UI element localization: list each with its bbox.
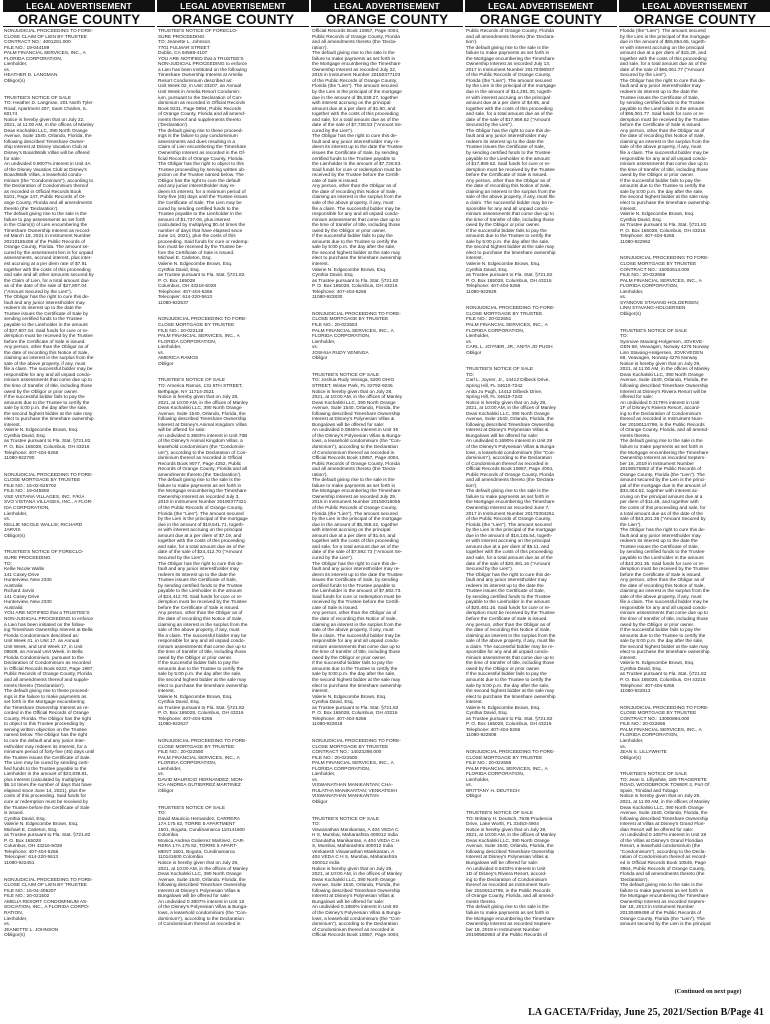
orange-county-header: ORANGE COUNTY xyxy=(465,12,617,27)
orange-county-header: ORANGE COUNTY xyxy=(311,12,463,27)
legal-notice-text: Florida (the "Lien"). The amount secured by the Lien is the principal of the mortgage due in the amount of $55,854.65, togeth- er with interest accruing on the principal amount due at a per diem of $15.29, and together with the costs of this proceeding and sale, for a total amount due as of the date of the sale of $66,061.77 ("Amount Secured by the Lien"). The Obligor has the right to cure this de- fault and any junior interestholder may redeem its interest up to the date the Trustee issues the Certificate of Sale, by sending certified funds to the Trustee payable to the Lienholder in the amount of $66,061.77. Said funds for cure or re- demption must be received by the Trustee before the Certificate of Sale is issued. Any person, other than the Obligor as of the date of recording this Notice of Sale, claiming an interest in the surplus from the sale of the above property, if any, must file a claim. The successful bidder may be responsible for any and all unpaid condo- minium assessments that come due up to the time of transfer of title, including those owed by the Obligor or prior owner. If the successful bidder fails to pay the amounts due to the Trustee to certify the sale by 5:00 p.m. the day after the sale, the second highest bidder at the sale may elect to purchase the timeshare ownership interest. Valerie N. Edgecombe Brown, Esq. Cynthia David, Esq. as Trustee pursuant to Fla. Stat. §721.82 P. O. Box 165028, Columbus, OH 43216 Telephone: 407-404-5266 11080-922962 NONJUDICIAL PROCEEDING TO FORE- CLOSE MORTGAGE BY TRUSTEE CONTRACT NO.: 15004514.000 FILE NO.: 20-022659 PALM FINANCIAL SERVICES, INC., A FLORIDA CORPORATION, Lienholder, vs. SYNNOVE STAVANG-HOLGERSEN; LINN STAVANG-HOLGERSEN Obligor(s) TRUSTEE'S NOTICE OF SALE TO: Synnove Stavang-Holgersen, JOVKVE- GEN 68, Veavagen, Norway 4276 Norway Linn Stavang-Holgersen, JOVKVEGEN 68, Veavagen, Norway 4276 Norway Notice is hereby given that on July 29, 2021, at 11:00 AM, in the offices of Manley Deas Kochalski LLC, 390 North Orange Avenue, Suite 1540, Orlando, Florida, the following described Timeshare Ownership Interest at Disney's Riviera Resort will be offered for sale: An undivided 0.3179% interest in Unit 1F of Disney's Riviera Resort, accord- ing to the Declaration of Condominium thereof as recorded in Instrument Num- ber 20190114799, in the Public Records of Orange County, Florida, and all amend- ments thereto. The default giving rise to the sale is the failure to make payments as set forth in the Mortgage encumbering the Timeshare Ownership Interest as recorded Septem- ber 16, 2019 in Instrument Number 20190575862 of the Public Records of Orange County, Florida (the "Lien"). The amount secured by the Lien is the princi- pal of the mortgage due in the amount of $33,464.52, together with interest ac- cruing on the principal amount due at a per diem of $11.48, and together with the costs of this proceeding and sale, for a total amount due as of the date of the sale of $43,201.35 ("Amount Secured by the Lien"). The Obligor has the right to cure this de- fault and any junior interestholder may redeem its interest up to the date the Trustee issues the Certificate of Sale, by sending certified funds to the Trustee payable to the Lienholder in the amount of $43,201.35. Said funds for cure or re- demption must be received by the Trustee before the Certificate of Sale is issued. Any person, other than the Obligor as of the date of recording this Notice of Sale, claiming an interest in the surplus from the sale of the above property, if any, must file a claim. The successful bidder may be responsible for any and all unpaid condo- minium assessments that come due up to the time of transfer of title, including those owed by the Obligor or prior owner. If the successful bidder fails to pay the amounts due to the Trustee to certify the sale by 5:00 p.m. the day after the sale, the second highest bidder at the sale may elect to purchase the timeshare ownership interest. Valerie N. Edgecombe Brown, Esq. Cynthia David, Esq. as Trustee pursuant to Fla. Stat. §721.82 P. O. Box 165028, Columbus, OH 43216 Telephone: 407-404-5266 11080-922813 NONJUDICIAL PROCEEDING TO FORE- CLOSE MORTGAGE BY TRUSTEE CONTRACT NO.: 13000894.000 FILE NO.: 20-022666 PALM FINANCIAL SERVICES, INC., A FLORIDA CORPORATION, Lienholder, vs. JEAN S. LILLYWHITE Obligor(s) TRUSTEE'S NOTICE OF SALE TO: Jean S. Lillywhite, 189 TRAGERETE ROAD, WOODBROOK TOWER 2, Port Of Spain, Trinidad and Tobago Notice is hereby given that on July 29, 2021, at 11:00 AM, in the offices of Manley Deas Kochalski LLC, 390 North Orange Avenue, Suite 1540, Orlando, Florida, the following described Timeshare Ownership Interest at Villas at Disney's Grand Flori- dian Resort will be offered for sale: An undivided 0.1057% interest in Unit 28 of the Villas at Disney's Grand Floridian Resort, a leasehold condominium (the "Condominium"), according to the Decla- ration of Condominium thereof as record- ed in Official Records Book 10545, Page 3964, Public Records of Orange County, Florida and all amendments thereto (the 'Declaration'). The default giving rise to the sale is the failure to make payments as set forth in the Mortgage encumbering the Timeshare Ownership Interest as recorded Septem- ber 18, 2013 in Instrument Number 20130489498 of the Public Records of Orange County, Florida (the "Lien"). The amount secured by the Lien is the principal xyxy=(620,29,711,928)
orange-county-header: ORANGE COUNTY xyxy=(3,12,155,27)
legal-advertisement-banner: LEGAL ADVERTISEMENT xyxy=(619,0,770,12)
orange-county-header: ORANGE COUNTY xyxy=(157,12,309,27)
legal-column xyxy=(311,0,463,1006)
legal-notice-text: TRUSTEE'S NOTICE OF FORECLO- SURE PROCEEDING TO: Jeanette L. Johnson 7701 FULMAR STREET Dublin, CA 94568-4107 YOU ARE NOTIFIED that a TRUSTEE'S NON-JUDICIAL PROCEEDING to enforce a Lien has been instituted on the following Timeshare Ownership Interest at Amelia Resort Condominium described as: Unit Week 02, in Unit 33207, an Annual Unit Week in Amelia Resort Condomin- ium, pursuant to the Declaration of Con- dominium as recorded in Official Records Book 9231, Page 0894, Public Records of Orange County, Florida and all amend- ments thereof and supplements thereto ('Declaration'). The default giving rise to these proceed- ings is the failure to pay condominium assessments and dues resulting in a Claim of Lien encumbering the Timeshare Ownership Interest as recorded in the Of- ficial Records of Orange County, Florida. The Obligor has the right to object to this Trustee proceeding by serving written ob- jection on the Trustee named below. The Obligor has the right to cure the default and any junior interestholder may re- deem its interest, for a minimum period of forty-five (45) days until the Trustee issues the Certificate of Sale. The Lien may be cured by sending certified funds to the Trustee payable to the Lienholder in the amount of $1,737.06, plus interest (calculated by multiplying $0.44 times the number of days that have elapsed since June 14, 2021), plus the costs of this proceeding. Said funds for cure or redemp- tion must be received by the Trustee be- fore the Certificate of Sale is issued. Michael E. Carleton, Esq. Valerie N. Edgecombe Brown, Esq. Cynthia David, Esq. as Trustee pursuant to Fla. Stat. §721.82 P. O. Box 165028 Columbus, OH 43216-5028 Telephone: 407-404-5266 Telecopier: 614-220-5613 11080-922537 NONJUDICIAL PROCEEDING TO FORE- CLOSE MORTGAGE BY TRUSTEE FILE NO.: 20-022128 PALM FINANCIAL SERVICES, INC., A FLORIDA CORPORATION, Lienholder, vs. AMERICA RAMOS Obligor TRUSTEE'S NOTICE OF SALE TO: America Ramos, 131 5TH STREET, Bethpage, NY 11714-2521 Notice is hereby given that on July 28, 2021, at 10:00 AM, in the offices of Manley Deas Kochalski LLC, 390 North Orange Avenue, Suite 1540, Orlando, Florida, the following described Timeshare Ownership Interest at Disney's Animal Kingdom Villas will be offered for sale: An undivided 0.3683% interest in Unit 70B of the Disney's Animal Kingdom Villas, a leasehold condominium (the "Condomini- um"), according to the Declaration of Con- dominium thereof as recorded in Official Records Book 9077, Page 4252, Public Records of Orange County, Florida and all amendments thereto (the 'Declaration'). The default giving rise to the sale is the failure to make payments as set forth in the Mortgage encumbering the Timeshare Ownership Interest as recorded July 3, 2019 in Instrument Number 20190377321 of the Public Records of Orange County, Florida (the "Lien"). The amount secured by the Lien is the principal of the mortgage due in the amount of $19,541.71, togeth- er with interest accruing on the principal amount due at a per diem of $7.19, and together with the costs of this proceeding and sale, for a total amount due as of the date of the sale of $24,412.70 ("Amount Secured by the Lien"). The Obligor has the right to cure this de- fault and any junior interestholder may redeem its interest up to the date the Trustee issues the Certificate of Sale, by sending certified funds to the Trustee payable to the Lienholder in the amount of $24,412.70. Said funds for cure or re- demption must be received by the Trustee before the Certificate of Sale is issued. Any person, other than the Obligor as of the date of recording this Notice of Sale, claiming an interest in the surplus from the sale of the above property, if any, must file a claim. The successful bidder may be responsible for any and all unpaid condo- minium assessments that come due up to the time of transfer of title, including those owed by the Obligor or prior owner. If the successful bidder fails to pay the amounts due to the Trustee to certify the sale by 5:00 p.m. the day after the sale, the second highest bidder at the sale may elect to purchase the timeshare ownership interest. Valerie N. Edgecombe Brown, Esq. Cynthia David, Esq. as Trustee pursuant to Fla. Stat. §721.82 P. O. Box 165028, Columbus, OH 43216 Telephone: 407-404-5266 11080-922627 NONJUDICIAL PROCEEDING TO FORE- CLOSE MORTGAGE BY TRUSTEE FILE NO.: 20-022550 PALM FINANCIAL SERVICES, INC., A FLORIDA CORPORATION, Lienholder, vs. DAVID MAURICIO HERNANDEZ; MON- ICA ANDREA GUTIERREZ MARTINEZ Obligor TRUSTEE'S NOTICE OF SALE TO: David Mauricio Hernandez, CARRERA 17A 175 82, TORRE 5 APARTMENT 1501, Bogota, Cundinamarca 110141600 Colombia Monica Andrea Gutierrez Martinez, CAR- RERA 17A 175 82, TORRE 5 APART- MENT 1501, Bogota, Cundinamarca 110141600 Colombia Notice is hereby given that on July 28, 2021, at 10:00 AM, in the offices of Manley Deas Kochalski LLC, 390 North Orange Avenue, Suite 1540, Orlando, Florida, the following described Timeshare Ownership Interest at Disney's Polynesian Villas & Bungalows will be offered for sale: An undivided 0.3807% interest in Unit 18 of the Disney's Polynesian Villas & Bunga- lows, a leasehold condominium (the "Con- dominium"), according to the Declaration of Condominium thereof as recorded in xyxy=(158,29,249,928)
legal-column xyxy=(465,0,617,1006)
orange-county-header: ORANGE COUNTY xyxy=(619,12,770,27)
legal-notice-text: Official Records Book 10857, Page 4004, Public Records of Orange County, Florida and all amendments thereto (the 'Decla- ration'). The default giving rise to the sale is the failure to make payments as set forth in the Mortgage encumbering the Timeshare Ownership Interest as recorded July 22, 2015 in Instrument Number 20150377103 of the Public Records of Orange County, Florida (the "Lien"). The amount secured by the Lien is the principal of the mortgage due in the amount of $5,538.27, together with interest accruing on the principal amount due at a per diem of $1.90, and together with the costs of this proceeding and sale, for a total amount due as of the date of the sale of $7,728.53 ("Amount Se- cured by the Lien"). The Obligor has the right to cure this de- fault and any junior interestholder may re- deem its interest up to the date the Trustee issues the Certificate of Sale, by sending certified funds to the Trustee payable to the Lienholder in the amount of $7,728.53. Said funds for cure or redemption must be received by the Trustee before the Certifi- cate of Sale is issued. Any person, other than the Obligor as of the date of recording this Notice of Sale, claiming an interest in the surplus from the sale of the above property, if any, must file a claim. The successful bidder may be responsible for any and all unpaid condo- minium assessments that come due up to the time of transfer of title, including those owed by the Obligor or prior owner. If the successful bidder fails to pay the amounts due to the Trustee to certify the sale by 5:00 p.m. the day after the sale, the second highest bidder at the sale may elect to purchase the timeshare ownership interest. Valerie N. Edgecombe Brown, Esq. Cynthia David, Esq. as Trustee pursuant to Fla. Stat. §721.82 P. O. Box 165028, Columbus, OH 43216 Telephone: 407-404-5266 11080-922830 NONJUDICIAL PROCEEDING TO FORE- CLOSE MORTGAGE BY TRUSTEE FILE NO.: 20-022553 PALM FINANCIAL SERVICES, INC., A FLORIDA CORPORATION, Lienholder, vs. JOSHUA RUDY VENINGA Obligor TRUSTEE'S NOTICE OF SALE TO: Joshua Rudy Veninga, 5200 OHIO STREET, Winter Park, FL 32792-9236 Notice is hereby given that on July 28, 2021, at 10:00 AM, in the offices of Manley Deas Kochalski LLC, 390 North Orange Avenue, Suite 1540, Orlando, Florida, the following described Timeshare Ownership Interest at Disney's Polynesian Villas & Bungalows will be offered for sale: An undivided 0.0845% interest in Unit 35 of the Disney's Polynesian Villas & Bunga- lows, a leasehold condominium (the "Con- dominium"), according to the Declaration of Condominium thereof as recorded in Official Records Book 10857, Page 4004, Public Records of Orange County, Florida and all amendments thereto (the 'Decla- ration'). The default giving rise to the sale is the failure to make payments as set forth in the Mortgage encumbering the Timeshare Ownership Interest as recorded July 29, 2015 in Instrument Number 20150016056 of the Public Records of Orange County, Florida (the "Lien"). The amount secured by the Lien is the principal of the mortgage due in the amount of $5,358.42, together with interest accruing on the principal amount due at a per diem of $1.64, and together with the costs of this proceeding and sale, for a total amount due as of the date of the sale of $7,592.73 ("Amount Se- cured by the Lien"). The Obligor has the right to cure this de- fault and any junior interestholder may re- deem its interest up to the date the Trustee issues the Certificate of Sale, by sending certified funds to the Trustee payable to the Lienholder in the amount of $7,592.73. Said funds for cure or redemption must be received by the Trustee before the Certifi- cate of Sale is issued. Any person, other than the Obligor as of the date of recording this Notice of Sale, claiming an interest in the surplus from the sale of the above property, if any, must file a claim. The successful bidder may be responsible for any and all unpaid condo- minium assessments that come due up to the time of transfer of title, including those owed by the Obligor or prior owner. If the successful bidder fails to pay the amounts due to the Trustee to certify the sale by 5:00 p.m. the day after the sale, the second highest bidder at the sale may elect to purchase the timeshare ownership interest. Valerie N. Edgecombe Brown, Esq. Cynthia David, Esq. as Trustee pursuant to Fla. Stat. §721.82 P. O. Box 165028, Columbus, OH 43216 Telephone: 407-404-5266 11080-922818 NONJUDICIAL PROCEEDING TO FORE- CLOSE MORTGAGE BY TRUSTEE CONTRACT NO.: 14023298.000 FILE NO.: 20-022600 PALM FINANCIAL SERVICES, INC., A FLORIDA CORPORATION, Lienholder, vs. VISWANATHAN MANIKANTAN; CHA- RULATHA MANIKANTAN; VENKATESH VISWANATHAN MANIKANTAN Obligor TRUSTEE'S NOTICE OF SALE TO: Viswanathan Manikantan, A 404 VEDA C H S, Mumbai, Maharashtra 400012 India Charulatha Manikantan, A 404 VEDA C H S, Mumbai, Maharashtra 400012 India Venkatesh Viswanathan Manikantan, A 404 VEDA C H S, Mumbai, Maharashtra 400012 India Notice is hereby given that on July 29, 2021, at 10:00 AM, in the offices of Manley Deas Kochalski LLC, 390 North Orange Avenue, Suite 1540, Orlando, Florida, the following described Timeshare Ownership Interest at Disney's Polynesian Villas & Bungalows will be offered for sale: An undivided 0.1860% interest in Unit 80 of the Disney's Polynesian Villas & Bunga- lows, a leasehold condominium (the "Con- dominium"), according to the Declaration of Condominium thereof as recorded in Official Records Book 10857, Page 4004, xyxy=(312,29,403,939)
legal-advertisement-banner: LEGAL ADVERTISEMENT xyxy=(157,0,309,12)
legal-advertisement-banner: LEGAL ADVERTISEMENT xyxy=(465,0,617,12)
legal-notice-text: NONJUDICIAL PROCEEDING TO FORE- CLOSE CLAIM OF LIEN BY TRUSTEE CONTRACT NO.: 4001281.000 FILE NO.: 19-044189 PALM FINANCIAL SERVICES, INC., A FLORIDA CORPORATION, Lienholder, vs. HEATHER D. LANGMAN Obligor(s) TRUSTEE'S NOTICE OF SALE TO: Heather D. Langman, 201 North Tyler Road, Apartment 407, Saint Charles, IL 60174 Notice is hereby given that on July 22, 2021, at 11:00 AM, in the offices of Manley Deas Kochalski LLC, 390 North Orange Avenue, Suite 1540, Orlando, Florida, the following described Timeshare Owner- ship Interest at Disney Vacation Club at Disney's BoardWalk Villas will be offered for sale: An undivided 0.9007% interest in Unit 4A of the Disney Vacation Club at Disney's BoardWalk Villas, a leasehold condo- minium (the "Condominium"), according to the Declaration of Condominium thereof as recorded in Official Records Book 5101, Page 147, Public Records of Or- ange County, Florida and all amendments thereto (the 'Declaration'). The default giving rise to the sale is the failure to pay assessments as set forth in the Claim(s) of Lien encumbering the Timeshare Ownership Interest as record- ed March 18, 2021 in Instrument Number 20210155408 of the Public Records of Orange County, Florida. The amount se- cured by the assessment lien is for unpaid assessments, accrued interest, plus inter- est accruing at a per diem rate of $7.91 together with the costs of this proceeding and sale and all other amounts secured by the Claim of Lien, for a total amount due as of the date of the sale of $27,807.04 ("Amount Secured by the Lien"). The Obligor has the right to cure this de- fault and any junior interestholder may redeem its interest up to the date the Trustee issues the Certificate of Sale by sending certified funds to the Trustee payable to the Lienholder in the amount of $27,807.04. Said funds for cure or re- demption must be received by the Trustee before the Certificate of Sale is issued. Any person, other than the Obligor as of the date of recording this Notice of Sale, claiming an interest in the surplus from the sale of the above property, if any, must file a claim. The successful bidder may be responsible for any and all unpaid condo- minium assessments that come due up to the time of transfer of title, including those owed by the Obligor or prior owner. If the successful bidder fails to pay the amounts due to the Trustee to certify the sale by 5:00 p.m. the day after the sale, the second highest bidder at the sale may elect to purchase the timeshare ownership interest. Valerie N. Edgecombe Brown, Esq. Cynthia David, Esq. as Trustee pursuant to Fla. Stat. §721.82 P. O. Box 165028, Columbus, OH 43216 Telephone: 407-404-5266 11080-922780 NONJUDICIAL PROCEEDING TO FORE- CLOSE MORTGAGE BY TRUSTEE FILE NO.: 15-02-625702 FILE NO.: 19-045550 VSE VISTANA VILLAGES, INC. F/K/A SVO VISTANA VILLAGES, INC., A FLOR- IDA CORPORATION, Lienholder, vs. KELLIE NICOLE WALLIS; RICHARD JARVIS Obligor(s) TRUSTEE'S NOTICE OF FORECLO- SURE PROCEEDING TO: Kellie Nicole Wallis 141 Casey Drive Hunterview, New 2330 Australia Richard Jarvis 141 Casey Drive Hunterview, New 2330 Australia YOU ARE NOTIFIED that a TRUSTEE'S NON-JUDICIAL PROCEEDING to enforce a Lien has been initiated on the follow- ing Timeshare Ownership Interest at Bella Florida Condominium described as: Unit Week 41, in Unit 17, an Annual Unit Week, and Unit Week 17, in Unit 09508, an Annual Unit Week, in Bella Florida Condominium, pursuant to the Declaration of Condominium as recorded in Official Records Book 6222, Page 1987, Public Records of Orange County, Florida and all amendments thereof and supple- ments thereto ('Declaration'). The default giving rise to these proceed- ings is the failure to make payments as set forth in the Mortgage encumbering the Timeshare Ownership Interest as re- corded in the Official Records of Orange County, Florida. The Obligor has the right to object to this Trustee proceeding by serving written objection on the Trustee named below. The Obligor has the right to cure the default and any junior inter- estholder may redeem its interest, for a minimum period of forty-five (45) days until the Trustee issues the Certificate of Sale. The Lien may be cured by sending certi- fied funds to the Trustee payable to the Lienholder in the amount of $23,839.81, plus interest (calculated by multiplying $6.14 times the number of days that have elapsed since June 14, 2021), plus the costs of this proceeding. Said funds for cure or redemption must be received by the Trustee before the Certificate of Sale is issued. Cynthia David, Esq. Valerie N. Edgecombe Brown, Esq. Michael E. Carleton, Esq. as Trustee pursuant to Fla. Stat. §721.82 P. O. Box 165028 Columbus, OH 43216-5028 Telephone: 407-404-5266 Telecopier: 614-220-5613 11080-922451 NONJUDICIAL PROCEEDING TO FORE- CLOSE CLAIM OF LIEN BY TRUSTEE FILE NO.: 15-04-406207 FILE NO.: 20-021502 AMELIA RESORT CONDOMINIUM AS- SOCIATION, INC., A FLORIDA CORPO- RATION, Lienholder, vs. JEANETTE L. JOHNSON Obligor(s) xyxy=(4,29,95,939)
legal-column xyxy=(3,0,155,1006)
legal-notice-text: Public Records of Orange County, Florida and all amendments thereto (the 'Declara- tion'). The default giving rise to the sale is the failure to make payments as set forth in the Mortgage encumbering the Timeshare Ownership Interest as recorded July 13, 2017 in Instrument Number 20170390937 of the Public Records of Orange County, Florida (the "Lien"). The amount secured by the Lien is the principal of the mortgage due in the amount of $14,291.30, togeth- er with interest accruing on the principal amount due at a per diem of $4.85, and together with the costs of this proceeding and sale, for a total amount due as of the date of the sale of $17,869.62 ("Amount Secured by the Lien"). The Obligor has the right to cure this de- fault and any junior interestholder may redeem its interest up to the date the Trustee issues the Certificate of Sale, by sending certified funds to the Trustee payable to the Lienholder in the amount of $17,869.62. Said funds for cure or re- demption must be received by the Trustee before the Certificate of Sale is issued. Any person, other than the Obligor as of the date of recording this Notice of Sale, claiming an interest in the surplus from the sale of the above property, if any, must file a claim. The successful bidder may be re- sponsible for any and all unpaid condo- minium assessments that come due up to the time of transfer of title, including those owed by the Obligor or prior owner. If the successful bidder fails to pay the amounts due to the Trustee to certify the sale by 5:00 p.m. the day after the sale, the second highest bidder at the sale may elect to purchase the timeshare ownership interest. Valerie N. Edgecombe Brown, Esq. Cynthia David, Esq. as Trustee pursuant to Fla. Stat. §721.82 P. O. Box 165028, Columbus, OH 43216 Telephone: 407-404-5266 11080-922929 NONJUDICIAL PROCEEDING TO FORE- CLOSE MORTGAGE BY TRUSTEE FILE NO.: 20-022651 PALM FINANCIAL SERVICES, INC., A FLORIDA CORPORATION, Lienholder, vs. CARL L. JOYNER, JR.; ANITA JO PUGH Obligor TRUSTEE'S NOTICE OF SALE TO: Carl L. Joyner, Jr., 14412 Dilbeck Drive, Spring Hill, FL 34610-7242 Anita Jo Pugh, 14412 Dilbeck Drive, Spring Hill, FL 34610-7242 Notice is hereby given that on July 28, 2021, at 10:00 AM, in the offices of Manley Deas Kochalski LLC, 390 North Orange Avenue, Suite 1540, Orlando, Florida, the following described Timeshare Ownership Interest at Disney's Polynesian Villas & Bungalows will be offered for sale: An undivided 0.1690% interest in Unit 29 of the Disney's Polynesian Villas & Bunga- lows, a leasehold condominium (the "Con- dominium"), according to the Declaration of Condominium thereof as recorded in Official Records Book 10857, Page 4004, Public Records of Orange County, Florida and all amendments thereto (the 'Declara- tion'). The default giving rise to the sale is the failure to make payments as set forth in the Mortgage encumbering the Timeshare Ownership Interest as recorded June 7, 2017 in Instrument Number 20170304261 of the Public Records of Orange County, Florida (the "Lien"). The amount secured by the Lien is the principal of the mortgage due in the amount of $16,145.54, togeth- er with interest accruing on the principal amount due at a per diem of $5.11, and together with the costs of this proceeding and sale, for a total amount due as of the date of the sale of $20,481.16 ("Amount Secured by the Lien"). The Obligor has the right to cure this de- fault and any junior interestholder may redeem its interest up to the date the Trustee issues the Certificate of Sale, by sending certified funds to the Trustee payable to the Lienholder in the amount of $20,481.16. Said funds for cure or re- demption must be received by the Trustee before the Certificate of Sale is issued. Any person, other than the Obligor as of the date of recording this Notice of Sale, claiming an interest in the surplus from the sale of the above property, if any, must file a claim. The successful bidder may be re- sponsible for any and all unpaid condo- minium assessments that come due up to the time of transfer of title, including those owed by the Obligor or prior owner. If the successful bidder fails to pay the amounts due to the Trustee to certify the sale by 5:00 p.m. the day after the sale, the second highest bidder at the sale may elect to purchase the timeshare ownership interest. Valerie N. Edgecombe Brown, Esq. Cynthia David, Esq. as Trustee pursuant to Fla. Stat. §721.82 P. O. Box 165028, Columbus, OH 43216 Telephone: 407-404-5266 11080-922808 NONJUDICIAL PROCEEDING TO FORE- CLOSE MORTGAGE BY TRUSTEE FILE NO.: 20-022655 PALM FINANCIAL SERVICES, INC., A FLORIDA CORPORATION, Lienholder, vs. BRITTANY H. DEUTSCH Obligor TRUSTEE'S NOTICE OF SALE TO: Brittany H. Deutsch, 7638 Prudencia Drive, Lake Worth, FL 33463-4904 Notice is hereby given that on July 28, 2021, at 10:00 AM, in the offices of Manley Deas Kochalski LLC, 390 North Orange Avenue, Suite 1540, Orlando, Florida, the following described Timeshare Ownership Interest at Disney's Polynesian Villas & Bungalows will be offered for sale: An undivided 0.6433% interest in Unit 1D of Disney's Riviera Resort, accord- ing to the Declaration of Condominium thereof as recorded as Instrument Num- ber 20190114799, in the Public Records of Orange County, Florida, and all amend- ments thereto. The default giving rise to the sale is the failure to make payments as set forth in the Mortgage encumbering the Timeshare Ownership Interest as recorded Septem- ber 18, 2019 in Instrument Number 20190582963 of the Public Records of xyxy=(466,29,556,939)
legal-advertisement-banner: LEGAL ADVERTISEMENT xyxy=(3,0,155,12)
legal-column xyxy=(157,0,309,1006)
page-footer: LA GACETA/Friday, June 25, 2021/Section B/Page 41 xyxy=(528,1007,764,1018)
legal-advertisement-banner: LEGAL ADVERTISEMENT xyxy=(311,0,463,12)
legal-column xyxy=(619,0,770,1006)
continued-note: (Continued on next page) xyxy=(674,988,742,995)
